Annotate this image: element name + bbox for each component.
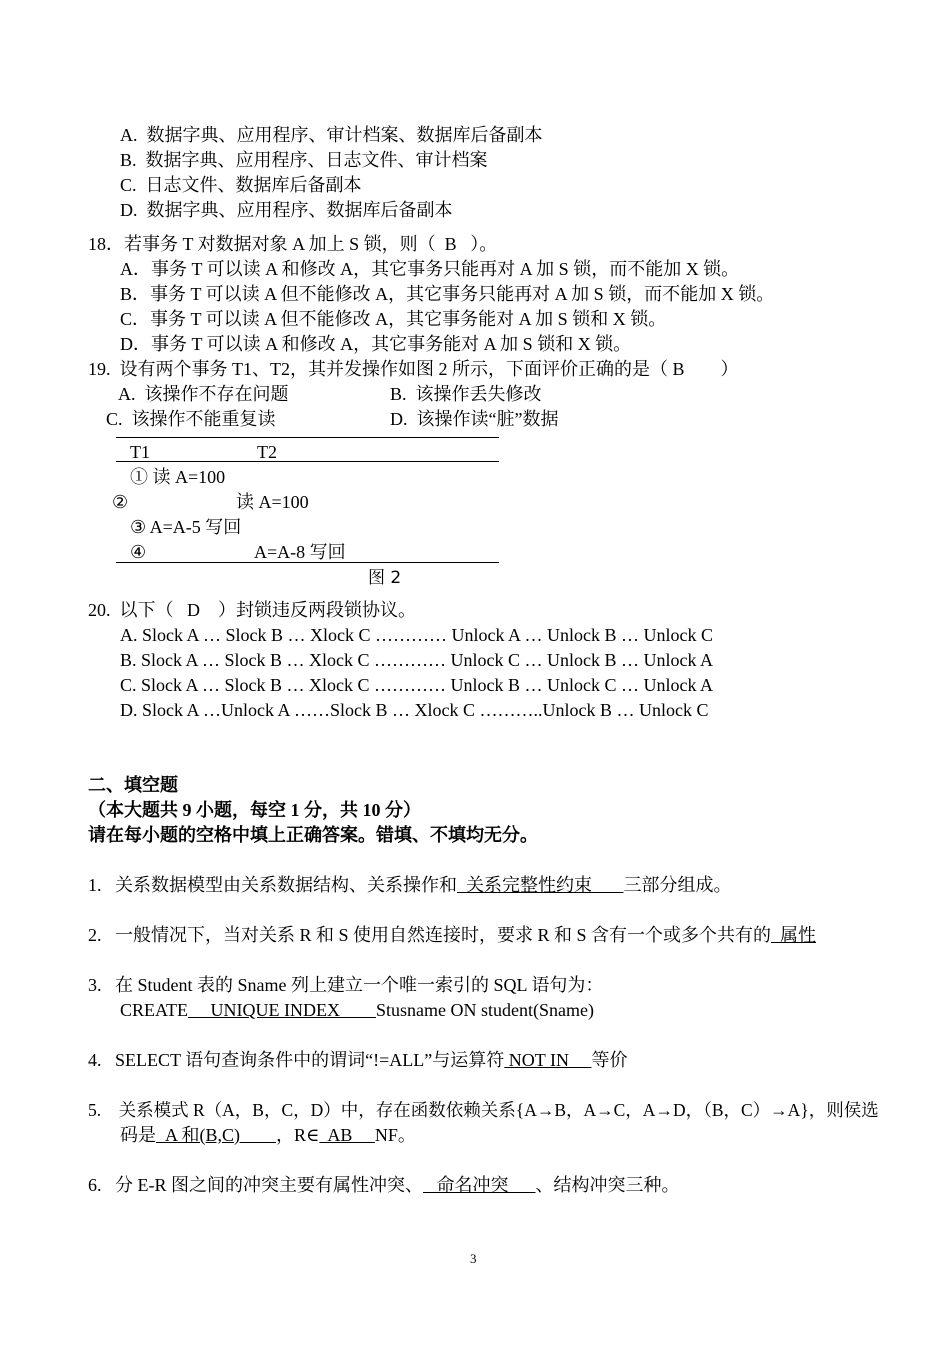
- fill-q4-answer: NOT IN: [504, 1050, 592, 1070]
- q17-option-a: A. 数据字典、应用程序、审计档案、数据库后备副本: [120, 125, 543, 145]
- fill-q6-text: 6. 分 E-R 图之间的冲突主要有属性冲突、: [88, 1175, 423, 1195]
- section-instruction: 请在每小题的空格中填上正确答案。错填、不填均无分。: [88, 825, 538, 845]
- q19-option-a: A. 该操作不存在问题: [118, 384, 289, 404]
- fill-q4-tail: 等价: [591, 1050, 628, 1070]
- q18-option-d: D．事务 T 可以读 A 和修改 A，其它事务能对 A 加 S 锁和 X 锁。: [120, 334, 632, 354]
- q18-option-b: B．事务 T 可以读 A 但不能修改 A，其它事务只能再对 A 加 S 锁，而不能加 X 锁。: [120, 284, 775, 304]
- q17-option-c: C. 日志文件、数据库后备副本: [120, 175, 362, 195]
- q20-option-a: A. Slock A … Slock B … Xlock C ………… Unlock A … Unlock B … Unlock C: [120, 625, 714, 645]
- fill-q2-answer: 属性: [771, 925, 817, 945]
- section-title: 二、填空题: [88, 775, 178, 795]
- fill-q5-text: 码是: [120, 1125, 156, 1145]
- q18-option-a: A．事务 T 可以读 A 和修改 A，其它事务只能再对 A 加 S 锁，而不能加 X 锁。: [120, 259, 740, 279]
- q18-stem: 18．若事务 T 对数据对象 A 加上 S 锁，则（ B ）。: [88, 234, 498, 254]
- fill-q5-line1: 5. 关系模式 R（A，B，C，D）中，存在函数依赖关系{A→B，A→C，A→D，（B，C）→A}，则侯选: [88, 1100, 879, 1120]
- fill-q2-text: 2. 一般情况下，当对关系 R 和 S 使用自然连接时，要求 R 和 S 含有一个或多个共有的: [88, 925, 772, 945]
- fill-q3-tail: Stusname ON student(Sname): [376, 1000, 594, 1020]
- q20-option-d: D. Slock A …Unlock A ……Slock B … Xlock C ………..Unlock B … Unlock C: [120, 700, 709, 720]
- q20-option-b: B. Slock A … Slock B … Xlock C ………… Unlock C … Unlock B … Unlock A: [120, 650, 714, 670]
- table-header-t1: T1: [130, 442, 150, 462]
- table-header-rule: [116, 461, 499, 462]
- fill-q6-tail: 、结构冲突三种。: [535, 1175, 680, 1195]
- fill-q5-answer-1: A 和(B,C): [156, 1125, 277, 1145]
- q19-option-b: B. 该操作丢失修改: [390, 384, 542, 404]
- table-top-rule: [116, 437, 499, 438]
- fill-q4: [88, 1049, 627, 1071]
- fill-q5-line2: [120, 1124, 416, 1146]
- q19-option-c: C. 该操作不能重复读: [106, 409, 276, 429]
- fill-q5-mid: ，R∈: [276, 1125, 320, 1145]
- fill-q1-answer: 关系完整性约束: [457, 875, 624, 895]
- fill-q1-tail: 三部分组成。: [623, 875, 732, 895]
- table-row-2-step: ②: [112, 492, 129, 512]
- fill-q3-line2: [120, 999, 594, 1021]
- table-row-4-step: ④: [130, 542, 147, 562]
- q17-option-b: B. 数据字典、应用程序、日志文件、审计档案: [120, 150, 488, 170]
- table-row-4-op: A=A-8 写回: [254, 542, 346, 562]
- q18-option-c: C．事务 T 可以读 A 但不能修改 A，其它事务能对 A 加 S 锁和 X 锁。: [120, 309, 667, 329]
- q19-stem: 19. 设有两个事务 T1、T2，其并发操作如图 2 所示，下面评价正确的是（ B ）: [88, 359, 739, 379]
- table-row-3: ③ A=A-5 写回: [130, 517, 242, 537]
- section-note: （本大题共 9 小题，每空 1 分，共 10 分）: [88, 800, 421, 820]
- table-bottom-rule: [116, 562, 499, 563]
- q19-option-d: D. 该操作读“脏”数据: [390, 409, 559, 429]
- fill-q1: [88, 874, 732, 896]
- fill-q1-text: 1. 关系数据模型由关系数据结构、关系操作和: [88, 875, 457, 895]
- q20-option-c: C. Slock A … Slock B … Xlock C ………… Unlock B … Unlock C … Unlock A: [120, 675, 714, 695]
- fill-q5-tail: NF。: [374, 1125, 416, 1145]
- fill-q6: [88, 1174, 680, 1196]
- fill-q3-text: CREATE: [120, 1000, 189, 1020]
- fill-q6-answer: 命名冲突: [423, 1175, 536, 1195]
- q20-stem: 20. 以下（ D ）封锁违反两段锁协议。: [88, 600, 416, 620]
- table-row-1: ① 读 A=100: [130, 467, 226, 487]
- figure-caption: 图 2: [368, 568, 402, 588]
- fill-q4-text: 4. SELECT 语句查询条件中的谓词“!=ALL”与运算符: [88, 1050, 505, 1070]
- q17-option-d: D. 数据字典、应用程序、数据库后备副本: [120, 200, 453, 220]
- table-header-t2: T2: [257, 442, 277, 462]
- page-number: 3: [470, 1251, 477, 1266]
- fill-q2: [88, 924, 816, 946]
- fill-q3-line1: 3. 在 Student 表的 Sname 列上建立一个唯一索引的 SQL 语句为：: [88, 975, 604, 995]
- fill-q5-answer-2: AB: [319, 1125, 375, 1145]
- fill-q3-answer: UNIQUE INDEX: [188, 1000, 376, 1020]
- table-row-2-op: 读 A=100: [236, 492, 309, 512]
